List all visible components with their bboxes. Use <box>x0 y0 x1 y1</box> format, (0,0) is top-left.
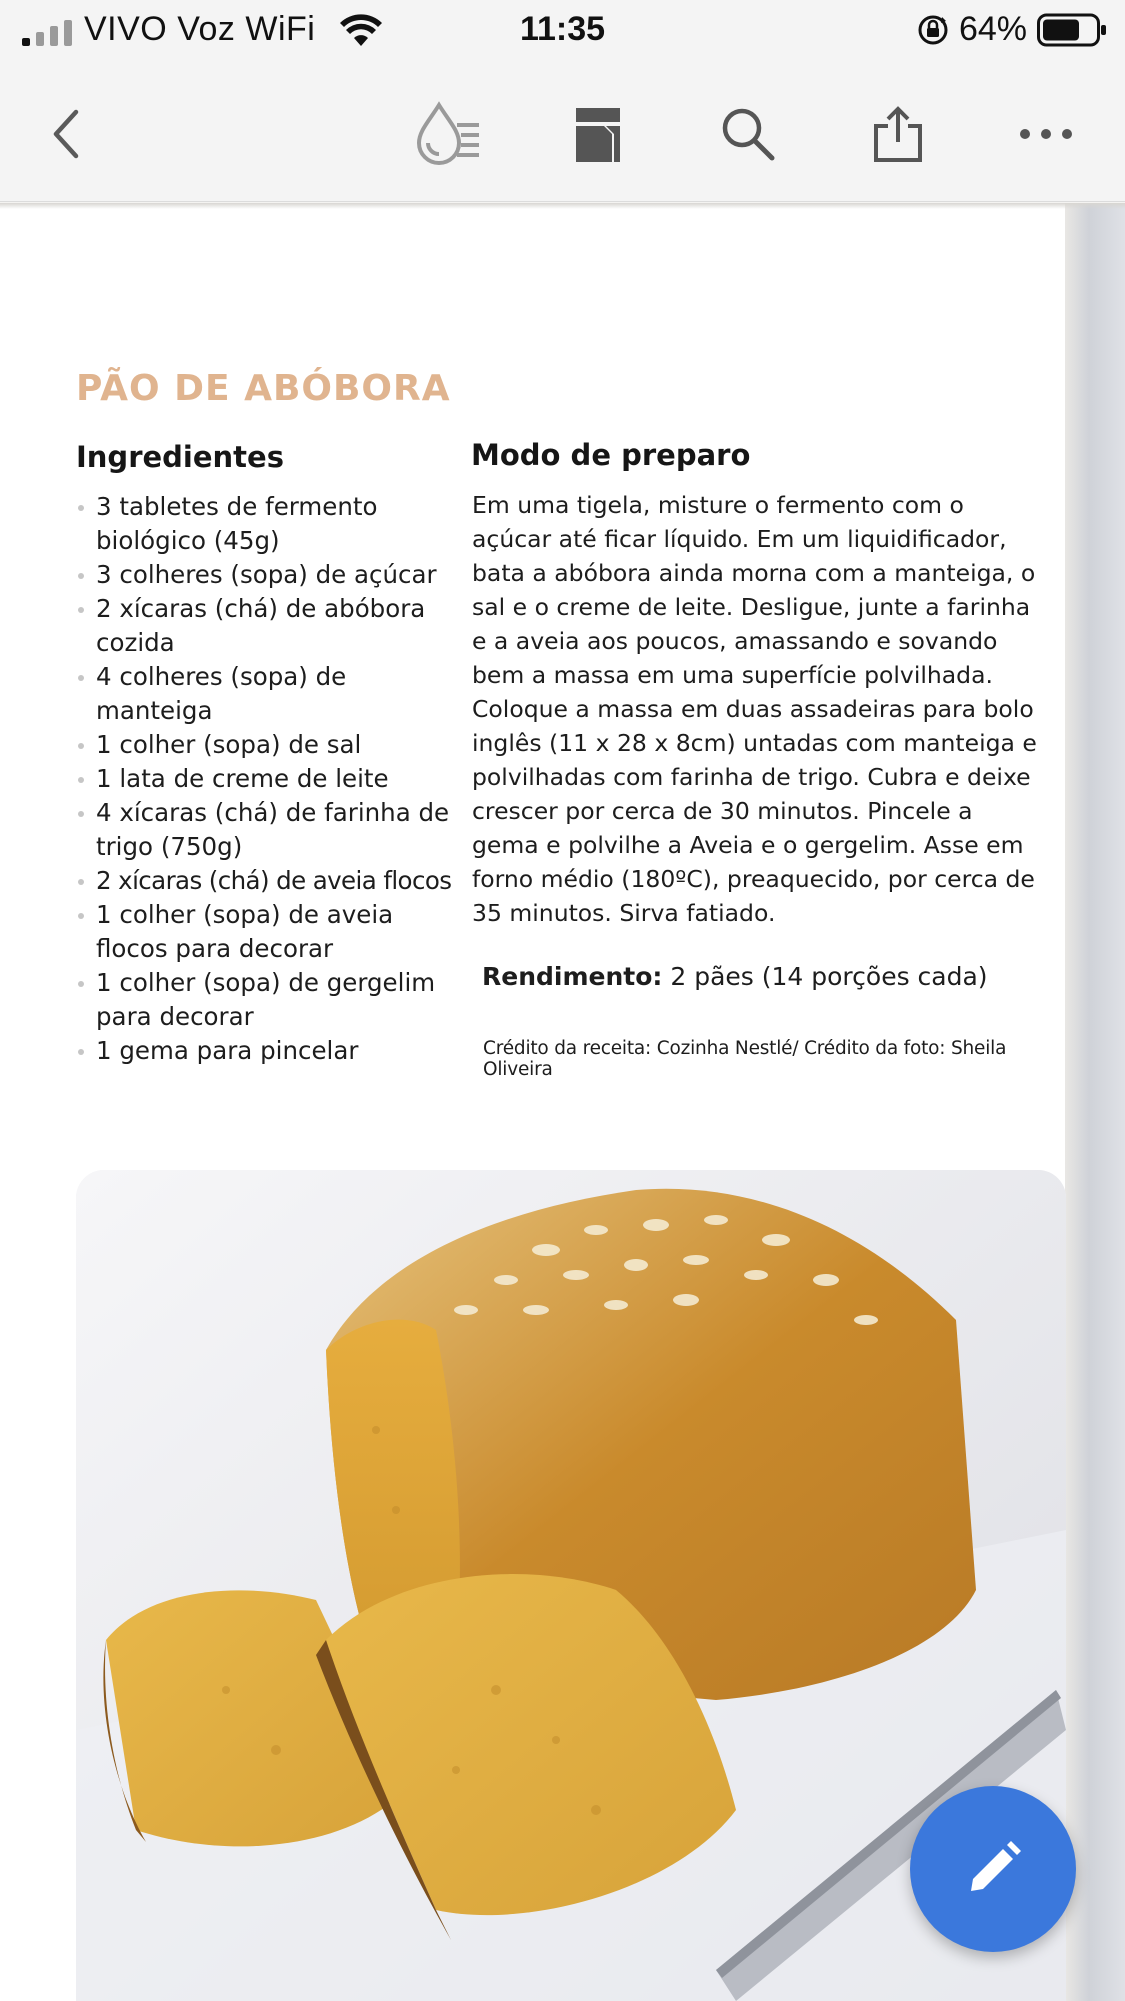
pencil-icon <box>961 1837 1025 1901</box>
share-button[interactable] <box>862 98 934 170</box>
more-button[interactable] <box>1010 98 1082 170</box>
ink-button[interactable] <box>412 98 484 170</box>
rendimento <box>482 962 1042 991</box>
recipe-title: PÃO DE ABÓBORA <box>76 368 451 409</box>
ink-drop-icon <box>413 101 483 167</box>
list-item: 4 colheres (sopa) de manteiga <box>76 660 456 728</box>
list-item: 1 colher (sopa) de gergelim para decorar <box>76 966 456 1034</box>
rendimento-label: Rendimento: <box>482 962 663 991</box>
list-item: 1 colher (sopa) de sal <box>76 728 456 762</box>
back-button[interactable] <box>30 98 102 170</box>
list-item: 2 xícaras (chá) de abóbora cozida <box>76 592 456 660</box>
viewer-toolbar <box>0 62 1125 202</box>
list-item: 1 gema para pincelar <box>76 1034 456 1068</box>
search-icon <box>718 104 778 164</box>
preparo-text: Em uma tigela, misture o fermento com o açúcar até ficar líquido. Em um liquidificador, bata a abóbora ainda morna com a manteiga, o sal e o creme de leite. Desligue, junte a farinha e a aveia aos poucos, amassando e sovando bem a massa em uma superfície polvilhada. Coloque a massa em duas assadeiras para bolo inglês (11 x 28 x 8cm) untadas com manteiga e polvilhadas com farinha de trigo. Cubra e deixe crescer por cerca de 30 minutos. Pincele a gema e polvilhe a Aveia e o gergelim. Asse em forno médio (180ºC), preaquecido, por cerca de 35 minutos. Sirva fatiado. <box>472 491 1037 927</box>
clock: 11:35 <box>519 10 606 48</box>
rotation-lock-icon <box>917 14 949 46</box>
more-icon <box>1018 127 1074 141</box>
battery-icon <box>1037 13 1107 47</box>
list-item: 3 colheres (sopa) de açúcar <box>76 558 456 592</box>
status-bar <box>0 0 1125 62</box>
share-icon <box>868 104 928 164</box>
rendimento-value: 2 pães (14 porções cada) <box>662 962 988 991</box>
back-icon <box>46 106 86 162</box>
list-item: 1 colher (sopa) de aveia flocos para decorar <box>76 898 456 966</box>
list-item: 1 lata de creme de leite <box>76 762 456 796</box>
page-view-button[interactable] <box>562 98 634 170</box>
page-view-icon <box>573 104 623 164</box>
list-item: 4 xícaras (chá) de farinha de trigo (750g) <box>76 796 456 864</box>
list-item: 2 xícaras (chá) de aveia flocos <box>76 864 456 898</box>
carrier-name: VIVO Voz WiFi <box>84 10 316 48</box>
battery-percent: 64% <box>958 10 1027 48</box>
search-button[interactable] <box>712 98 784 170</box>
ingredients-list <box>76 490 456 1068</box>
battery-group <box>917 10 1107 49</box>
edit-fab[interactable] <box>910 1786 1076 1952</box>
ingredients-heading: Ingredientes <box>76 440 284 474</box>
recipe-credit: Crédito da receita: Cozinha Nestlé/ Crédito da foto: Sheila Oliveira <box>483 1038 1007 1080</box>
list-item: 3 tabletes de fermento biológico (45g) <box>76 490 456 558</box>
preparo-heading: Modo de preparo <box>471 438 751 472</box>
page-top-shadow <box>0 203 1125 209</box>
page-edge <box>1065 203 1125 2001</box>
